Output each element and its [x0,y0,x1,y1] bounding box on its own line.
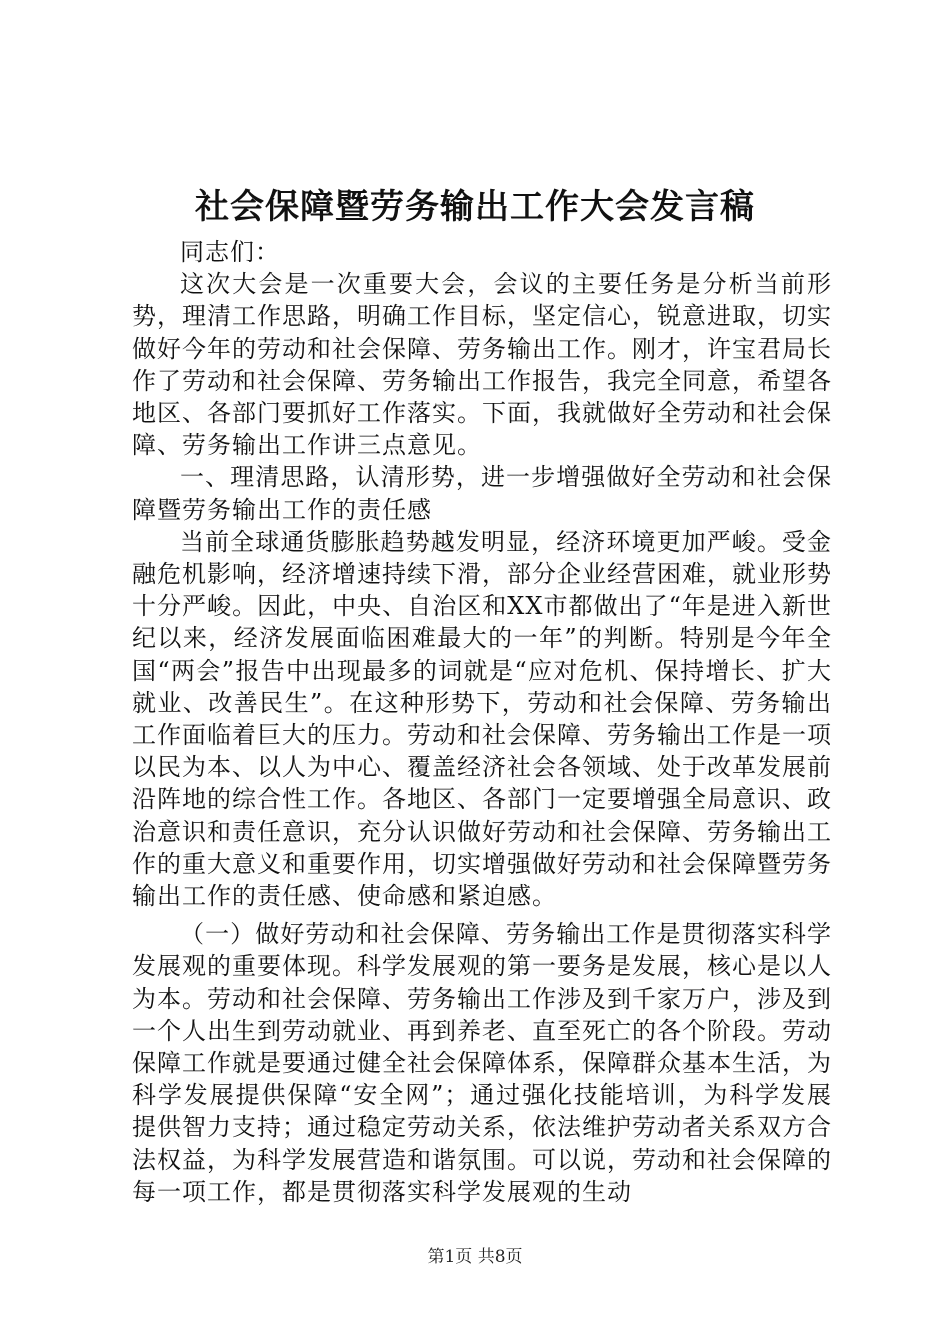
section-heading-paragraph: 一、理清思路，认清形势，进一步增强做好全劳动和社会保障暨劳务输出工作的责任感 [132,463,832,524]
subsection-paragraph: （一）做好劳动和社会保障、劳务输出工作是贯彻落实科学发展观的重要体现。科学发展观的第一要务是发展，核心是以人为本。劳动和社会保障、劳务输出工作涉及到千家万户，涉及到一个人出生到劳动就业、再到养老、直至死亡的各个阶段。劳动保障工作就是要通过健全社会保障体系，保障群众基本生活，为科学发展提供保障“安全网”；通过强化技能培训，为科学发展提供智力支持；通过稳定劳动关系，依法维护劳动者关系双方合法权益，为科学发展营造和谐氛围。可以说，劳动和社会保障的每一项工作，都是贯彻落实科学发展观的生动 [132,920,832,1206]
intro-paragraph: 这次大会是一次重要大会，会议的主要任务是分析当前形势，理清工作思路，明确工作目标，坚定信心，锐意进取，切实做好今年的劳动和社会保障、劳务输出工作。刚才，许宝君局长作了劳动和社会保障、劳务输出工作报告，我完全同意，希望各地区、各部门要抓好工作落实。下面，我就做好全劳动和社会保障、劳务输出工作讲三点意见。 [132,270,832,460]
salutation-paragraph: 同志们： [180,238,280,266]
document-body [132,236,832,1208]
page-number-footer: 第1页 共8页 [427,1247,523,1267]
situation-paragraph: 当前全球通货膨胀趋势越发明显，经济环境更加严峻。受金融危机影响，经济增速持续下滑，部分企业经营困难，就业形势十分严峻。因此，中央、自治区和XX市都做出了“年是进入新世纪以来，经济发展面临困难最大的一年”的判断。特别是今年全国“两会”报告中出现最多的词就是“应对危机、保持增长、扩大就业、改善民生”。在这种形势下，劳动和社会保障、劳务输出工作面临着巨大的压力。劳动和社会保障、劳务输出工作是一项以民为本、以人为中心、覆盖经济社会各领域、处于改革发展前沿阵地的综合性工作。各地区、各部门一定要增强全局意识、政治意识和责任意识，充分认识做好劳动和社会保障、劳务输出工作的重大意义和重要作用，切实增强做好劳动和社会保障暨劳务输出工作的责任感、使命感和紧迫感。 [132,527,832,911]
document-title: 社会保障暨劳务输出工作大会发言稿 [195,187,755,227]
